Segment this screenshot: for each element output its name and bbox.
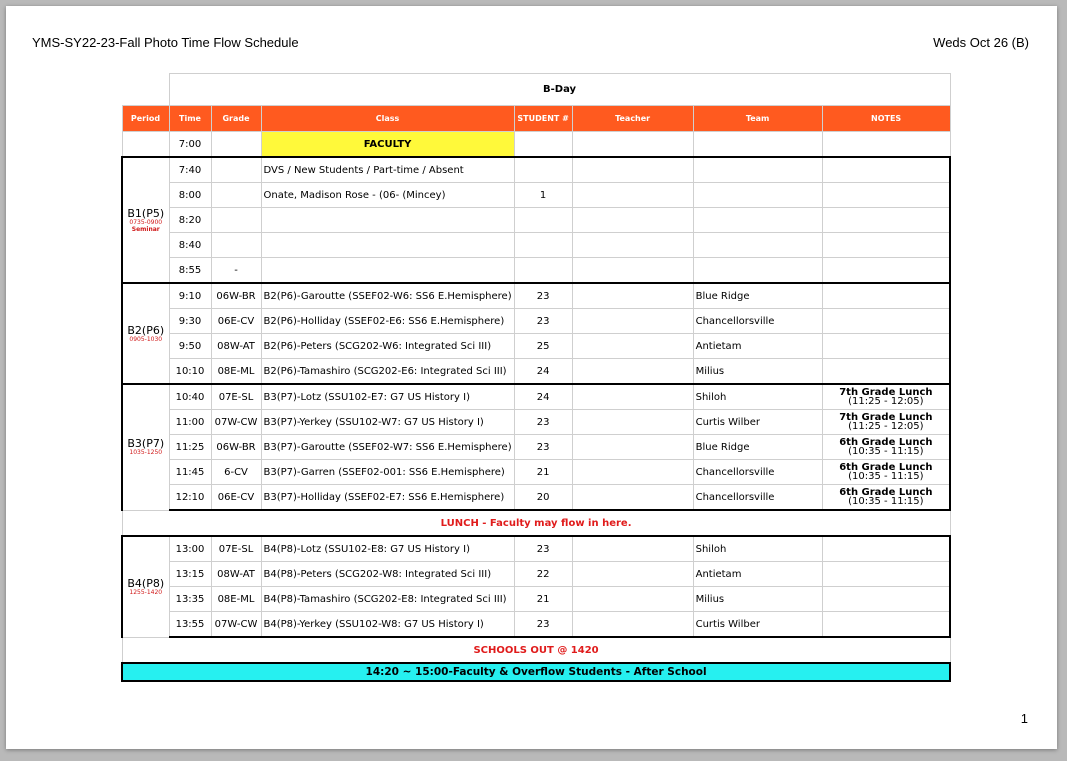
teacher-cell <box>572 183 693 208</box>
note-lunch-label: 7th Grade Lunch <box>839 387 933 398</box>
teacher-cell <box>572 485 693 511</box>
class-cell <box>261 208 514 233</box>
teacher-cell <box>572 562 693 587</box>
after-school-row <box>122 663 950 681</box>
teacher-cell <box>572 258 693 284</box>
time-cell: 12:10 <box>169 485 211 511</box>
student-count-cell: 24 <box>514 384 572 410</box>
team-cell: Chancellorsville <box>693 309 822 334</box>
time-cell: 10:10 <box>169 359 211 385</box>
schedule-row <box>122 536 950 562</box>
period-name: B3(P7) <box>127 437 165 451</box>
document-title: YMS-SY22-23-Fall Photo Time Flow Schedule <box>32 35 299 50</box>
time-cell: 13:35 <box>169 587 211 612</box>
grade-cell: 06W-BR <box>211 283 261 309</box>
grade-cell: 06E-CV <box>211 309 261 334</box>
notes-cell <box>822 460 950 485</box>
notes-cell <box>822 384 950 410</box>
schedule-row <box>122 460 950 485</box>
teacher-cell <box>572 334 693 359</box>
period-name: B4(P8) <box>127 576 165 590</box>
class-cell: B3(P7)-Lotz (SSU102-E7: G7 US History I) <box>261 384 514 410</box>
team-cell <box>693 233 822 258</box>
period-cell <box>122 283 169 384</box>
note-lunch-time: (10:35 - 11:15) <box>848 471 924 482</box>
teacher-cell <box>572 283 693 309</box>
col-header-class: Class <box>261 106 514 132</box>
time-cell: 11:00 <box>169 410 211 435</box>
notes-cell <box>822 562 950 587</box>
student-count-cell: 23 <box>514 435 572 460</box>
time-cell: 10:40 <box>169 384 211 410</box>
team-cell <box>693 208 822 233</box>
period-cell <box>122 157 169 283</box>
period-cell <box>122 536 169 637</box>
time-cell: 8:00 <box>169 183 211 208</box>
class-cell: B2(P6)-Holliday (SSEF02-E6: SS6 E.Hemisphere) <box>261 309 514 334</box>
grade-cell <box>211 157 261 183</box>
teacher-cell <box>572 460 693 485</box>
student-count-cell: 24 <box>514 359 572 385</box>
faculty-label: FACULTY <box>261 132 514 158</box>
time-cell: 9:50 <box>169 334 211 359</box>
student-count-cell: 22 <box>514 562 572 587</box>
team-cell: Curtis Wilber <box>693 612 822 638</box>
notes-cell <box>822 410 950 435</box>
notes-cell <box>822 485 950 511</box>
schools-out-banner-row <box>122 637 950 663</box>
team-cell: Chancellorsville <box>693 460 822 485</box>
student-count-cell: 1 <box>514 183 572 208</box>
notes-cell <box>822 157 950 183</box>
col-header-grade: Grade <box>211 106 261 132</box>
team-cell <box>693 183 822 208</box>
time-cell: 7:40 <box>169 157 211 183</box>
schedule-row <box>122 410 950 435</box>
team-cell: Curtis Wilber <box>693 410 822 435</box>
grade-cell <box>211 183 261 208</box>
page-number: 1 <box>1020 711 1028 726</box>
time-cell: 8:55 <box>169 258 211 284</box>
note-lunch-time: (11:25 - 12:05) <box>848 396 924 407</box>
grade-cell: 08E-ML <box>211 587 261 612</box>
notes-cell <box>822 587 950 612</box>
team-cell: Milius <box>693 359 822 385</box>
teacher-cell <box>572 587 693 612</box>
team-cell: Antietam <box>693 334 822 359</box>
schedule-row <box>122 309 950 334</box>
grade-cell: 08E-ML <box>211 359 261 385</box>
schedule-row <box>122 485 950 511</box>
schools-out-banner: SCHOOLS OUT @ 1420 <box>122 637 950 663</box>
grade-cell: - <box>211 258 261 284</box>
teacher-cell <box>572 536 693 562</box>
col-header-notes: NOTES <box>822 106 950 132</box>
student-count-cell: 23 <box>514 410 572 435</box>
team-cell: Blue Ridge <box>693 435 822 460</box>
schedule-row <box>122 587 950 612</box>
teacher-cell <box>572 359 693 385</box>
col-header-period: Period <box>122 106 169 132</box>
schedule-row <box>122 157 950 183</box>
class-cell: B4(P8)-Peters (SCG202-W8: Integrated Sci III) <box>261 562 514 587</box>
col-header-teacher: Teacher <box>572 106 693 132</box>
grade-cell: 08W-AT <box>211 562 261 587</box>
teacher-cell <box>572 435 693 460</box>
student-count-cell: 23 <box>514 309 572 334</box>
team-cell <box>693 157 822 183</box>
student-count-cell <box>514 208 572 233</box>
grade-cell <box>211 233 261 258</box>
class-cell: B4(P8)-Yerkey (SSU102-W8: G7 US History I) <box>261 612 514 638</box>
time-cell: 11:45 <box>169 460 211 485</box>
schedule-row <box>122 562 950 587</box>
period-name: B2(P6) <box>127 323 165 337</box>
document-page <box>6 6 1057 749</box>
notes-cell <box>822 258 950 284</box>
class-cell: B3(P7)-Holliday (SSEF02-E7: SS6 E.Hemisphere) <box>261 485 514 511</box>
grade-cell: 08W-AT <box>211 334 261 359</box>
faculty-time: 7:00 <box>169 132 211 158</box>
note-lunch-time: (11:25 - 12:05) <box>848 421 924 432</box>
notes-cell <box>822 359 950 385</box>
team-cell: Shiloh <box>693 536 822 562</box>
notes-cell <box>822 536 950 562</box>
class-cell: B3(P7)-Garoutte (SSEF02-W7: SS6 E.Hemisphere) <box>261 435 514 460</box>
team-cell <box>693 258 822 284</box>
period-time-range: 1255-1420 <box>129 588 163 596</box>
team-cell: Shiloh <box>693 384 822 410</box>
student-count-cell <box>514 233 572 258</box>
class-cell: B2(P6)-Garoutte (SSEF02-W6: SS6 E.Hemisphere) <box>261 283 514 309</box>
schedule-row <box>122 283 950 309</box>
notes-cell <box>822 283 950 309</box>
schedule-row <box>122 183 950 208</box>
col-header-student-count: STUDENT # <box>514 106 572 132</box>
after-school-banner: 14:20 ~ 15:00-Faculty & Overflow Students - After School <box>122 663 950 681</box>
grade-cell: 07E-SL <box>211 384 261 410</box>
teacher-cell <box>572 233 693 258</box>
schedule-table <box>121 73 951 682</box>
period-time-range: 0905-1030 <box>129 335 163 343</box>
time-cell: 8:40 <box>169 233 211 258</box>
class-cell: B2(P6)-Peters (SCG202-W6: Integrated Sci III) <box>261 334 514 359</box>
schedule-row <box>122 208 950 233</box>
team-cell: Milius <box>693 587 822 612</box>
time-cell: 9:10 <box>169 283 211 309</box>
period-name: B1(P5) <box>127 206 165 220</box>
grade-cell: 6-CV <box>211 460 261 485</box>
class-cell: B4(P8)-Lotz (SSU102-E8: G7 US History I) <box>261 536 514 562</box>
note-lunch-time: (10:35 - 11:15) <box>848 446 924 457</box>
student-count-cell: 23 <box>514 536 572 562</box>
class-cell <box>261 233 514 258</box>
notes-cell <box>822 309 950 334</box>
class-cell: B3(P7)-Garren (SSEF02-001: SS6 E.Hemisphere) <box>261 460 514 485</box>
grade-cell: 07W-CW <box>211 612 261 638</box>
col-header-time: Time <box>169 106 211 132</box>
grade-cell: 07W-CW <box>211 410 261 435</box>
notes-cell <box>822 183 950 208</box>
class-cell <box>261 258 514 284</box>
schedule-row <box>122 334 950 359</box>
time-cell: 8:20 <box>169 208 211 233</box>
time-cell: 13:00 <box>169 536 211 562</box>
lunch-banner: LUNCH - Faculty may flow in here. <box>122 510 950 536</box>
teacher-cell <box>572 612 693 638</box>
class-cell: DVS / New Students / Part-time / Absent <box>261 157 514 183</box>
class-cell: B4(P8)-Tamashiro (SCG202-E8: Integrated Sci III) <box>261 587 514 612</box>
student-count-cell: 21 <box>514 460 572 485</box>
grade-cell: 07E-SL <box>211 536 261 562</box>
schedule-row <box>122 612 950 638</box>
note-lunch-label: 6th Grade Lunch <box>839 437 933 448</box>
column-header-row <box>122 106 950 132</box>
time-cell: 13:55 <box>169 612 211 638</box>
teacher-cell <box>572 208 693 233</box>
period-tag: Seminar <box>131 225 160 233</box>
schedule-row <box>122 435 950 460</box>
schedule-row <box>122 384 950 410</box>
team-cell: Antietam <box>693 562 822 587</box>
class-cell: B2(P6)-Tamashiro (SCG202-E6: Integrated Sci III) <box>261 359 514 385</box>
student-count-cell: 25 <box>514 334 572 359</box>
team-cell: Blue Ridge <box>693 283 822 309</box>
notes-cell <box>822 612 950 638</box>
period-time-range: 1035-1250 <box>129 449 163 457</box>
teacher-cell <box>572 309 693 334</box>
col-header-team: Team <box>693 106 822 132</box>
schedule-title: B-Day <box>169 74 950 106</box>
student-count-cell <box>514 258 572 284</box>
period-time-range: 0735-0900 <box>129 218 163 226</box>
grade-cell: 06E-CV <box>211 485 261 511</box>
grade-cell <box>211 208 261 233</box>
notes-cell <box>822 233 950 258</box>
note-lunch-time: (10:35 - 11:15) <box>848 496 924 507</box>
time-cell: 11:25 <box>169 435 211 460</box>
faculty-row <box>122 132 950 158</box>
note-lunch-label: 6th Grade Lunch <box>839 487 933 498</box>
time-cell: 9:30 <box>169 309 211 334</box>
notes-cell <box>822 208 950 233</box>
schedule-row <box>122 359 950 385</box>
class-cell: Onate, Madison Rose - (06- (Mincey) <box>261 183 514 208</box>
team-cell: Chancellorsville <box>693 485 822 511</box>
document-date: Weds Oct 26 (B) <box>933 35 1029 50</box>
teacher-cell <box>572 410 693 435</box>
student-count-cell: 20 <box>514 485 572 511</box>
class-cell: B3(P7)-Yerkey (SSU102-W7: G7 US History I) <box>261 410 514 435</box>
schedule-row <box>122 233 950 258</box>
student-count-cell: 21 <box>514 587 572 612</box>
notes-cell <box>822 334 950 359</box>
time-cell: 13:15 <box>169 562 211 587</box>
student-count-cell: 23 <box>514 283 572 309</box>
notes-cell <box>822 435 950 460</box>
student-count-cell <box>514 157 572 183</box>
schedule-row <box>122 258 950 284</box>
teacher-cell <box>572 384 693 410</box>
teacher-cell <box>572 157 693 183</box>
grade-cell: 06W-BR <box>211 435 261 460</box>
lunch-banner-row <box>122 510 950 536</box>
period-cell <box>122 384 169 510</box>
note-lunch-label: 6th Grade Lunch <box>839 462 933 473</box>
note-lunch-label: 7th Grade Lunch <box>839 412 933 423</box>
student-count-cell: 23 <box>514 612 572 638</box>
